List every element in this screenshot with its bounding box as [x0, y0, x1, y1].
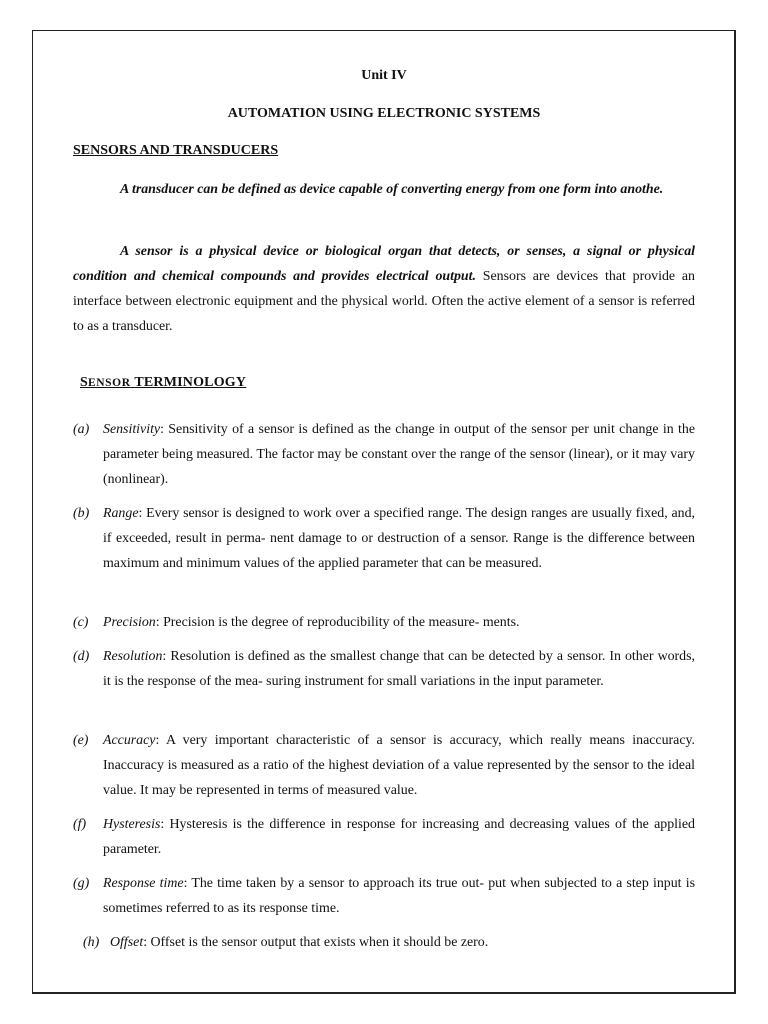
definition-item-resolution: [73, 644, 695, 694]
definition-text: : Hysteresis is the difference in response for increasing and decreasing values of the applied parameter.: [103, 817, 695, 857]
definition-item-range: [73, 501, 695, 576]
unit-title: Unit IV: [361, 68, 407, 83]
definition-term: Response time: [103, 876, 184, 891]
definition-marker: (h): [83, 935, 100, 950]
definition-text: : Sensitivity of a sensor is defined as the change in output of the sensor per unit change in the parameter being measured. The factor may be constant over the range of the sensor (linear), or it may vary (nonlinear).: [103, 422, 695, 487]
definition-text: : Precision is the degree of reproducibility of the measure- ments.: [155, 615, 520, 630]
definition-text: : Offset is the sensor output that exists when it should be zero.: [143, 935, 489, 950]
definition-item-accuracy: [73, 728, 695, 803]
section-heading: SENSORS AND TRANSDUCERS: [73, 143, 279, 158]
definition-term: Sensitivity: [103, 422, 161, 437]
definition-text: : Every sensor is designed to work over a specified range. The design ranges are usually fixed, and, if exceeded, result in perma- nent damage to or destruction of a sensor. Range is the difference between maximum and minimum values of the applied parameter that can be measured.: [103, 506, 695, 571]
definition-marker: (c): [73, 615, 89, 630]
definition-marker: (b): [73, 506, 90, 521]
sensor-definition: A sensor is a physical device or biological organ that detects, or senses, a signal or physical condition and chemical compounds and provides electrical output.: [73, 244, 695, 284]
terminology-heading-initial: S: [80, 375, 88, 390]
transducer-definition: A transducer can be defined as device capable of converting energy from one form into anothe.: [120, 182, 664, 197]
sensor-description: Sensors are devices that provide an interface between electronic equipment and the physical world. Often the active element of a sensor is referred to as a transducer.: [73, 269, 695, 334]
terminology-heading: [80, 375, 246, 391]
definition-text: : The time taken by a sensor to approach its true out- put when subjected to a step input is sometimes referred to as its response time.: [103, 876, 695, 916]
definition-term: Accuracy: [103, 733, 156, 748]
definition-item-sensitivity: [73, 417, 695, 492]
definition-marker: (e): [73, 733, 89, 748]
transducer-definition-paragraph: [73, 177, 695, 202]
definition-term: Resolution: [103, 649, 163, 664]
definition-text: : Resolution is defined as the smallest change that can be detected by a sensor. In other words, it is the response of the mea- suring instrument for small variations in the input parameter.: [103, 649, 695, 689]
definition-text: : A very important characteristic of a sensor is accuracy, which really means inaccuracy. Inaccuracy is measured as a ratio of the highest deviation of a value represented by the sensor to the ideal value. It may be represented in terms of measured value.: [103, 733, 695, 798]
sensor-definition-paragraph: [73, 239, 695, 339]
definition-term: Precision: [103, 615, 156, 630]
definition-marker: (a): [73, 422, 90, 437]
definition-marker: (d): [73, 649, 90, 664]
definition-term: Offset: [110, 935, 144, 950]
definition-term: Range: [103, 506, 139, 521]
definition-marker: (g): [73, 876, 90, 891]
definition-term: Hysteresis: [103, 817, 161, 832]
definition-item-precision: [73, 610, 695, 635]
definition-marker: (f): [73, 817, 87, 832]
definition-item-offset: [83, 930, 695, 955]
definition-item-response-time: [73, 871, 695, 921]
definition-item-hysteresis: [73, 812, 695, 862]
chapter-title: AUTOMATION USING ELECTRONIC SYSTEMS: [227, 106, 541, 121]
terminology-heading-rest: TERMINOLOGY: [134, 375, 247, 390]
terminology-heading-smallcaps: ENSOR: [88, 377, 131, 389]
